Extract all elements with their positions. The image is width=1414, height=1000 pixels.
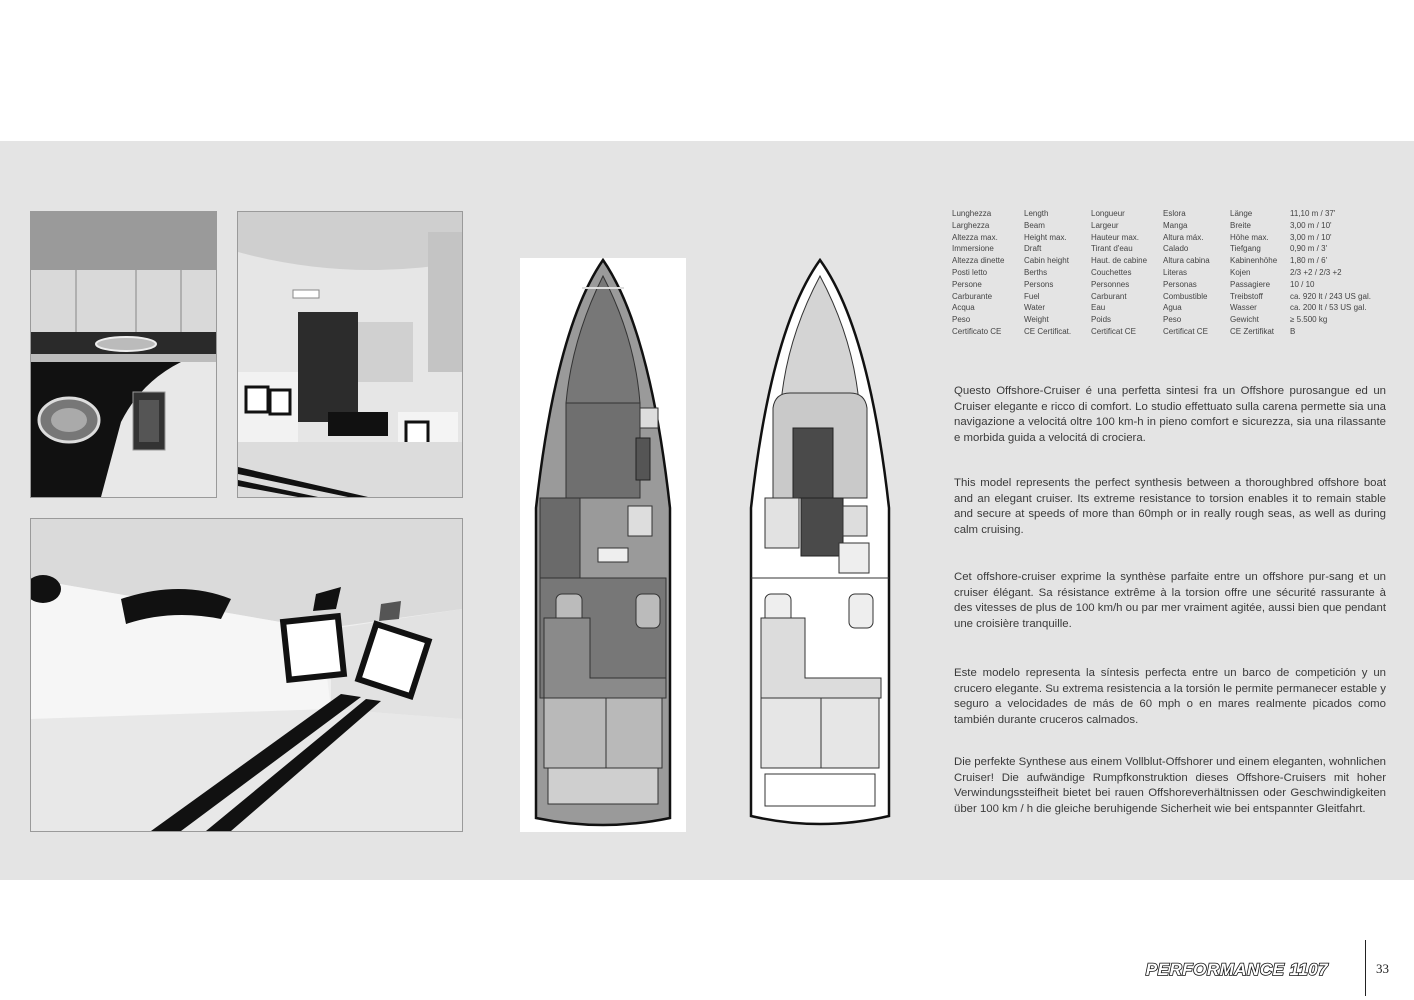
spec-label: CE Zertifikat bbox=[1230, 326, 1275, 336]
spec-value: ca. 200 lt / 53 US gal. bbox=[1290, 303, 1367, 313]
spec-value: 3,00 m / 10' bbox=[1290, 232, 1332, 242]
spec-label: Couchettes bbox=[1091, 267, 1132, 277]
spec-label: Peso bbox=[1163, 315, 1182, 325]
deck-plan-outline bbox=[735, 258, 905, 832]
spec-label: Carburante bbox=[952, 291, 993, 301]
spec-label: CE Certificat. bbox=[1024, 326, 1072, 336]
spec-label: Altezza max. bbox=[952, 232, 998, 242]
spec-value: B bbox=[1290, 326, 1296, 336]
spec-label: Altura máx. bbox=[1163, 232, 1204, 242]
spec-label: Water bbox=[1024, 303, 1046, 313]
spec-label: Certificato CE bbox=[952, 326, 1002, 336]
spec-label: Gewicht bbox=[1230, 315, 1259, 325]
spec-label: Manga bbox=[1163, 220, 1188, 230]
spec-label: Breite bbox=[1230, 220, 1251, 230]
specs-column-french bbox=[1091, 208, 1163, 338]
spec-label: Longueur bbox=[1091, 209, 1125, 218]
specs-column-italian bbox=[952, 208, 1024, 338]
deck-plan-shaded bbox=[520, 258, 686, 832]
spec-label: Eslora bbox=[1163, 209, 1186, 218]
spec-label: Personnes bbox=[1091, 279, 1130, 289]
spec-label: Acqua bbox=[952, 303, 975, 313]
footer-divider bbox=[1365, 940, 1366, 996]
spec-label: Agua bbox=[1163, 303, 1182, 313]
description-italian: Questo Offshore-Cruiser é una perfetta sintesi fra un Offshore purosangue ed un Cruiser elegante e ricco di comfort. Lo studio effettuato sulla carena permette sia una navigazione a velocitá oltre 100 km-h in pieno comfort e sicurezza, sia una rilassante e morbida guida a velocitá di crociera. bbox=[954, 385, 1386, 444]
spec-label: Personas bbox=[1163, 279, 1197, 289]
spec-label: Tiefgang bbox=[1230, 244, 1261, 254]
spec-value: 10 / 10 bbox=[1290, 279, 1315, 289]
description-spanish: Este modelo representa la síntesis perfecta entre un barco de competición y un crucero elegante. Su extrema resistencia a la torsión le permite permanecer estable y seguro a velocidades de más de 60 mph o en mares realmente picados como también durante cruceros calmados. bbox=[954, 667, 1386, 726]
spec-label: Draft bbox=[1024, 244, 1042, 254]
description-french: Cet offshore-cruiser exprime la synthèse parfaite entre un offshore pur-sang et un cruiser élégant. Sa résistance extrême à la torsion offre une sécurité rassurante à des vitesses de plus de 100 km/h ou par mer vraiment agitée, aussi bien que pendant une croisière tranquille. bbox=[954, 571, 1386, 630]
spec-label: Immersione bbox=[952, 244, 994, 254]
spec-label: Kojen bbox=[1230, 267, 1251, 277]
specs-column-values bbox=[1290, 208, 1392, 338]
description-german: Die perfekte Synthese aus einem Vollblut-Offshorer und einem eleganten, wohnlichen Cruiser! Die aufwändige Rumpfkonstruktion dieses Offshore-Cruisers mit hoher Verwindungssteifheit bietet bei rauen Offshoreverhältnissen oder Geschwindigkeiten über 100 km / h die gleiche beruhigende Sicherheit wie bei entspannter Gleitfahrt. bbox=[954, 756, 1386, 815]
spec-value: 1,80 m / 6' bbox=[1290, 256, 1328, 266]
spec-label: Kabinenhöhe bbox=[1230, 256, 1278, 266]
spec-label: Fuel bbox=[1024, 291, 1040, 301]
spec-label: Peso bbox=[952, 315, 971, 325]
spec-label: Certificat CE bbox=[1163, 326, 1208, 336]
specs-column-english bbox=[1024, 208, 1091, 338]
spec-label: Haut. de cabine bbox=[1091, 256, 1148, 266]
spec-label: Literas bbox=[1163, 267, 1188, 277]
description-english: This model represents the perfect synthesis between a thoroughbred offshore boat and an elegant cruiser. Its extreme resistance to torsion enables it to remain stable and secure at speeds of more than 60mph or in really rough seas, as well as during calm cruising. bbox=[954, 477, 1386, 536]
spec-label: Posti letto bbox=[952, 267, 988, 277]
spec-label: Altura cabina bbox=[1163, 256, 1210, 266]
spec-label: Certificat CE bbox=[1091, 326, 1136, 336]
spec-label: Hauteur max. bbox=[1091, 232, 1140, 242]
spec-value: 2/3 +2 / 2/3 +2 bbox=[1290, 267, 1342, 277]
spec-label: Berths bbox=[1024, 267, 1048, 277]
spec-label: Carburant bbox=[1091, 291, 1127, 301]
photo-galley bbox=[30, 211, 217, 498]
spec-value: 11,10 m / 37' bbox=[1290, 209, 1336, 218]
spec-label: Cabin height bbox=[1024, 256, 1069, 266]
spec-value: 3,00 m / 10' bbox=[1290, 220, 1332, 230]
spec-label: Lunghezza bbox=[952, 209, 992, 218]
performance-logo bbox=[1124, 958, 1350, 980]
photo-cabin bbox=[30, 518, 463, 832]
spec-value: ca. 920 lt / 243 US gal. bbox=[1290, 291, 1371, 301]
page-number: 33 bbox=[1376, 961, 1389, 976]
spec-value: 0,90 m / 3' bbox=[1290, 244, 1328, 254]
spec-label: Länge bbox=[1230, 209, 1253, 218]
spec-label: Weight bbox=[1024, 315, 1049, 325]
spec-label: Passagiere bbox=[1230, 279, 1271, 289]
spec-label: Eau bbox=[1091, 303, 1106, 313]
spec-label: Length bbox=[1024, 209, 1049, 218]
spec-label: Beam bbox=[1024, 220, 1045, 230]
spec-label: Persons bbox=[1024, 279, 1054, 289]
spec-label: Largeur bbox=[1091, 220, 1119, 230]
specs-column-spanish bbox=[1163, 208, 1230, 338]
specifications-table bbox=[952, 208, 1392, 338]
spec-label: Höhe max. bbox=[1230, 232, 1269, 242]
specs-column-german bbox=[1230, 208, 1290, 338]
photo-saloon bbox=[237, 211, 463, 498]
spec-label: Tirant d'eau bbox=[1091, 244, 1133, 254]
logo-text: PERFORMANCE 1107 bbox=[1145, 960, 1329, 979]
spec-value: ≥ 5.500 kg bbox=[1290, 315, 1328, 325]
spec-label: Wasser bbox=[1230, 303, 1257, 313]
spec-label: Poids bbox=[1091, 315, 1112, 325]
spec-label: Treibstoff bbox=[1230, 291, 1263, 301]
spec-label: Altezza dinette bbox=[952, 256, 1005, 266]
spec-label: Persone bbox=[952, 279, 982, 289]
spec-label: Calado bbox=[1163, 244, 1189, 254]
spec-label: Combustible bbox=[1163, 291, 1208, 301]
spec-label: Larghezza bbox=[952, 220, 990, 230]
spec-label: Height max. bbox=[1024, 232, 1067, 242]
